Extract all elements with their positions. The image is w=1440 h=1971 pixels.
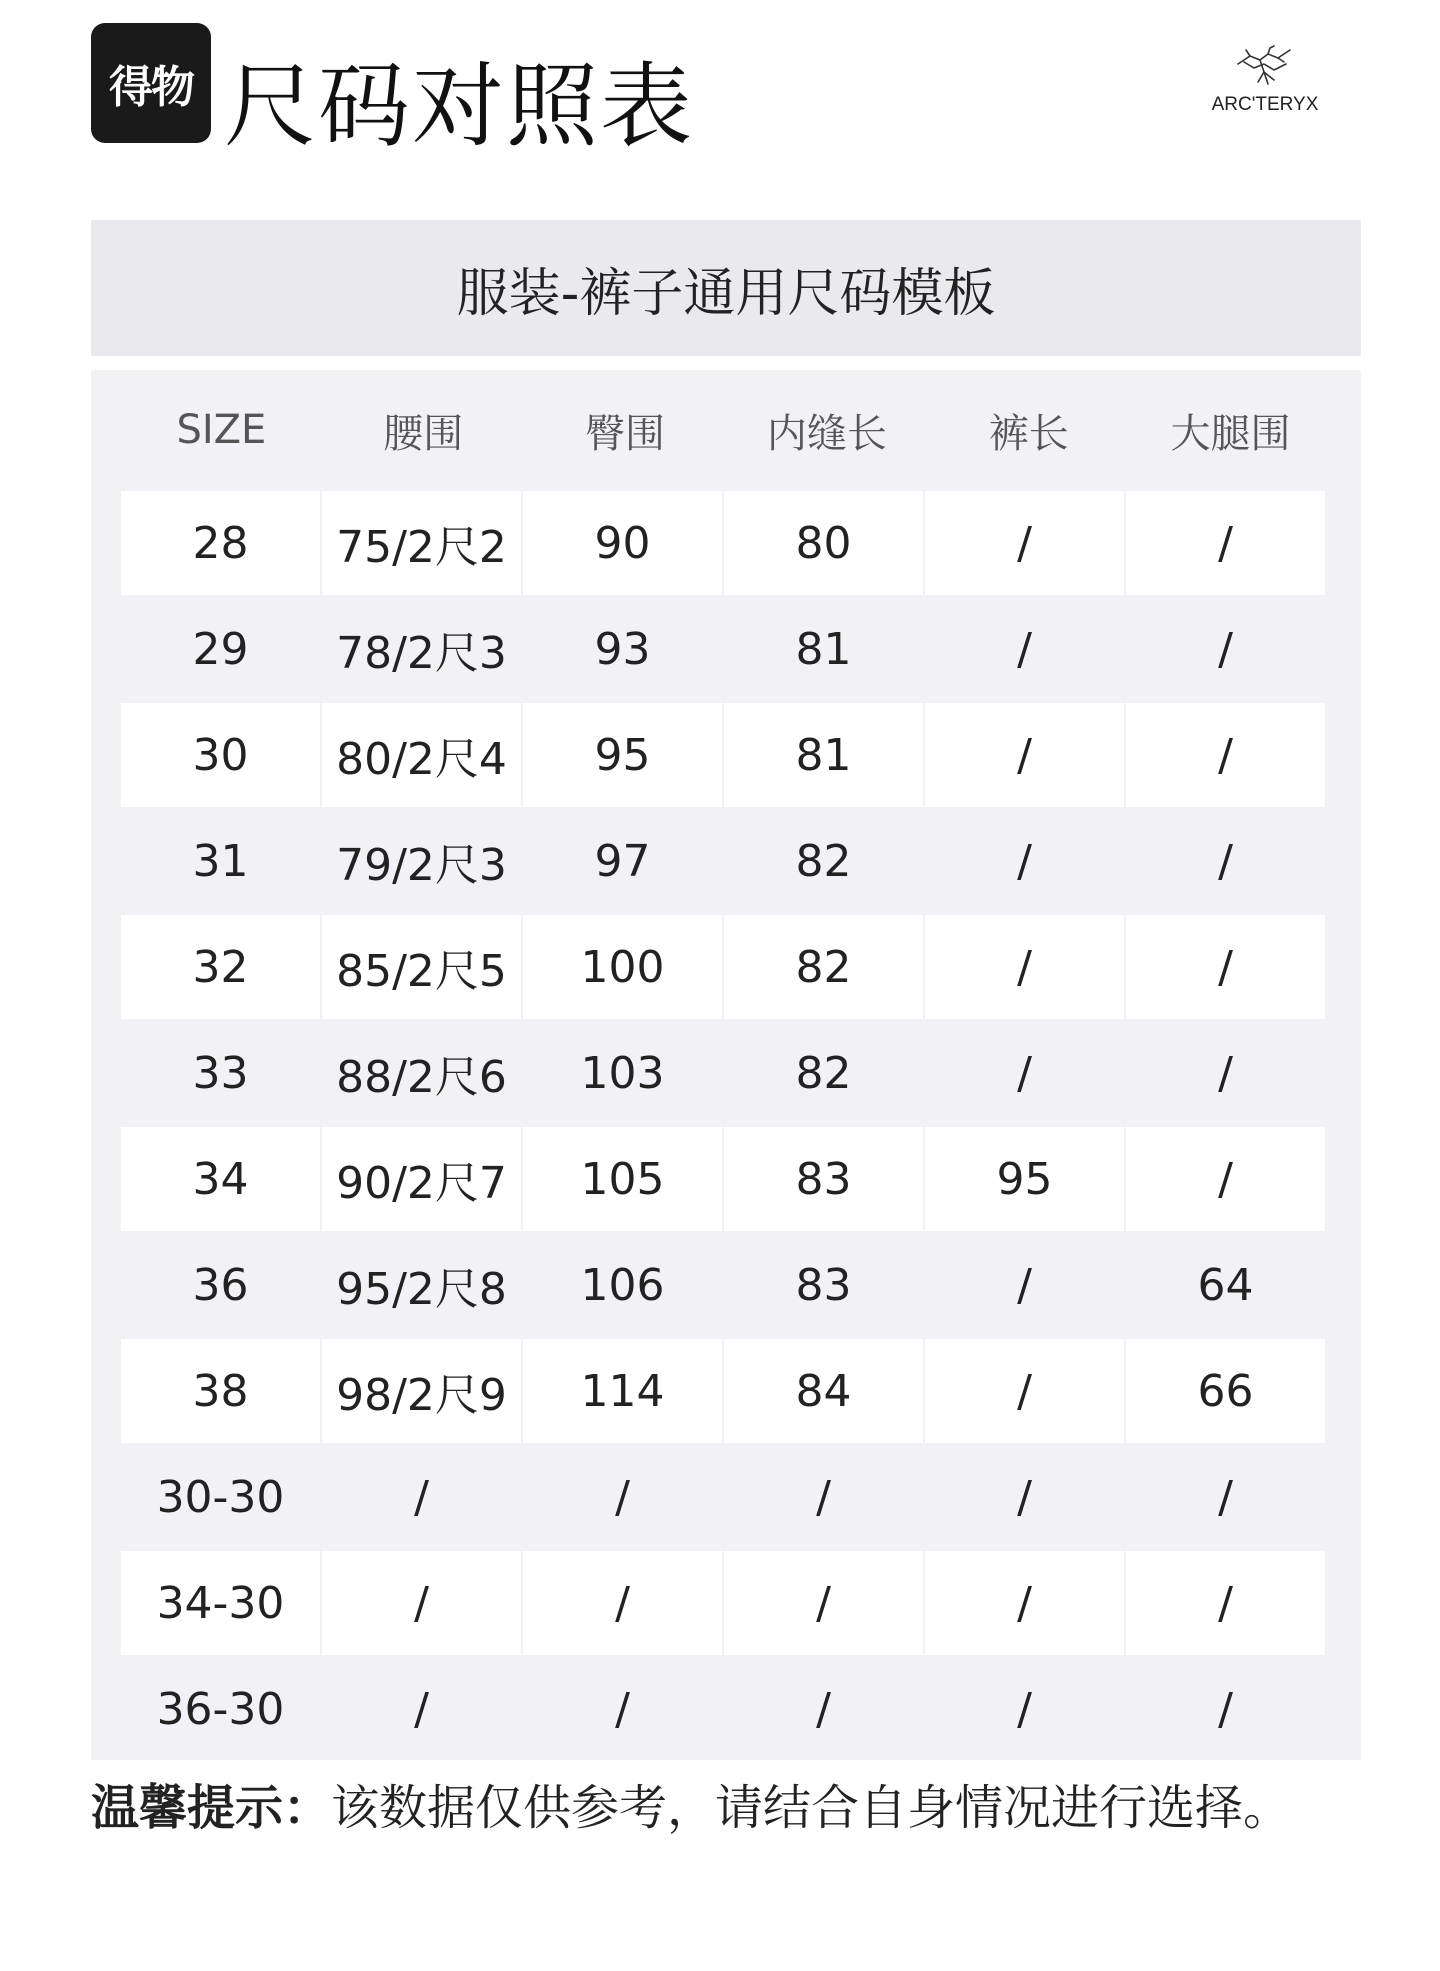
tip-note (91, 1778, 1291, 1838)
cell-waist: 75/2尺2 (322, 491, 521, 595)
cell-hip: 114 (523, 1339, 722, 1443)
cell-hip: 103 (580, 1047, 665, 1099)
table-row (121, 1657, 1331, 1761)
cell-thigh: / (1218, 1047, 1233, 1099)
cell-inseam: / (816, 1683, 831, 1735)
cell-waist: 95/2尺8 (336, 1264, 507, 1315)
cell-pant-length: / (925, 703, 1124, 807)
table-row (121, 703, 1331, 807)
table-row (121, 809, 1331, 913)
table-row (121, 491, 1331, 595)
cell-thigh: / (1126, 703, 1325, 807)
cell-thigh: 66 (1126, 1339, 1325, 1443)
cell-size: 38 (121, 1339, 320, 1443)
cell-pant-length: 95 (925, 1127, 1124, 1231)
cell-size: 30-30 (156, 1471, 285, 1523)
header-pant-length: 裤长 (988, 410, 1069, 457)
cell-inseam: 83 (795, 1259, 852, 1311)
table-row (121, 1339, 1331, 1443)
cell-size: 28 (121, 491, 320, 595)
header-waist: 腰围 (383, 410, 464, 457)
tip-label: 温馨提示： (91, 1780, 332, 1836)
cell-thigh: / (1126, 1127, 1325, 1231)
cell-hip: 100 (523, 915, 722, 1019)
cell-waist: / (414, 1471, 429, 1523)
cell-thigh: 64 (1197, 1259, 1254, 1311)
cell-waist: 85/2尺5 (322, 915, 521, 1019)
cell-thigh: / (1218, 1471, 1233, 1523)
header-hip: 臀围 (585, 410, 666, 457)
cell-size: 30 (121, 703, 320, 807)
cell-thigh: / (1218, 1683, 1233, 1735)
cell-pant-length: / (1017, 1047, 1032, 1099)
cell-pant-length: / (1017, 835, 1032, 887)
table-row (121, 597, 1331, 701)
table-row (121, 1233, 1331, 1337)
archaeopteryx-icon (1230, 42, 1300, 92)
cell-waist: 80/2尺4 (322, 703, 521, 807)
cell-inseam: 82 (795, 1047, 852, 1099)
cell-pant-length: / (925, 491, 1124, 595)
table-row (121, 1551, 1331, 1655)
cell-inseam: / (724, 1551, 923, 1655)
cell-thigh: / (1126, 915, 1325, 1019)
table-row (121, 1445, 1331, 1549)
cell-inseam: 80 (724, 491, 923, 595)
size-table (91, 370, 1361, 1760)
cell-pant-length: / (1017, 1683, 1032, 1735)
cell-inseam: 82 (724, 915, 923, 1019)
cell-size: 29 (192, 623, 249, 675)
header-thigh: 大腿围 (1170, 410, 1291, 457)
cell-inseam: 84 (724, 1339, 923, 1443)
cell-hip: 95 (523, 703, 722, 807)
logo-text: 得物 (109, 62, 193, 113)
cell-inseam: / (816, 1471, 831, 1523)
cell-thigh: / (1126, 491, 1325, 595)
cell-thigh: / (1218, 623, 1233, 675)
table-body (121, 491, 1331, 1763)
cell-size: 32 (121, 915, 320, 1019)
cell-pant-length: / (925, 915, 1124, 1019)
cell-hip: / (615, 1471, 630, 1523)
cell-inseam: 81 (724, 703, 923, 807)
header-size: SIZE (176, 407, 267, 453)
cell-hip: 90 (523, 491, 722, 595)
dewu-logo (91, 23, 211, 143)
template-title-text: 服装-裤子通用尺码模板 (456, 263, 996, 324)
cell-waist: 90/2尺7 (322, 1127, 521, 1231)
brand-name: ARC'TERYX (1211, 94, 1319, 115)
cell-size: 36 (192, 1259, 249, 1311)
cell-thigh: / (1126, 1551, 1325, 1655)
cell-size: 36-30 (156, 1683, 285, 1735)
brand-logo (1190, 42, 1340, 132)
cell-inseam: 81 (795, 623, 852, 675)
cell-pant-length: / (925, 1339, 1124, 1443)
cell-size: 31 (192, 835, 249, 887)
cell-hip: 93 (594, 623, 651, 675)
table-row (121, 915, 1331, 1019)
page-title: 尺码对照表 (224, 53, 695, 160)
cell-inseam: 83 (724, 1127, 923, 1231)
cell-thigh: / (1218, 835, 1233, 887)
cell-hip: / (523, 1551, 722, 1655)
cell-hip: 97 (594, 835, 651, 887)
template-title (91, 220, 1361, 356)
tip-text: 该数据仅供参考，请结合自身情况进行选择。 (331, 1780, 1292, 1836)
cell-hip: 105 (523, 1127, 722, 1231)
cell-waist: / (414, 1683, 429, 1735)
header-inseam: 内缝长 (766, 410, 887, 457)
cell-waist: 79/2尺3 (336, 840, 507, 891)
cell-pant-length: / (925, 1551, 1124, 1655)
cell-pant-length: / (1017, 1259, 1032, 1311)
cell-waist: 88/2尺6 (336, 1052, 507, 1103)
table-row (121, 1127, 1331, 1231)
cell-size: 34 (121, 1127, 320, 1231)
cell-inseam: 82 (795, 835, 852, 887)
table-row (121, 1021, 1331, 1125)
cell-hip: 106 (580, 1259, 665, 1311)
cell-size: 33 (192, 1047, 249, 1099)
cell-waist: 78/2尺3 (336, 628, 507, 679)
cell-waist: / (322, 1551, 521, 1655)
table-header (121, 370, 1331, 490)
cell-hip: / (615, 1683, 630, 1735)
cell-size: 34-30 (121, 1551, 320, 1655)
cell-pant-length: / (1017, 623, 1032, 675)
cell-pant-length: / (1017, 1471, 1032, 1523)
cell-waist: 98/2尺9 (322, 1339, 521, 1443)
